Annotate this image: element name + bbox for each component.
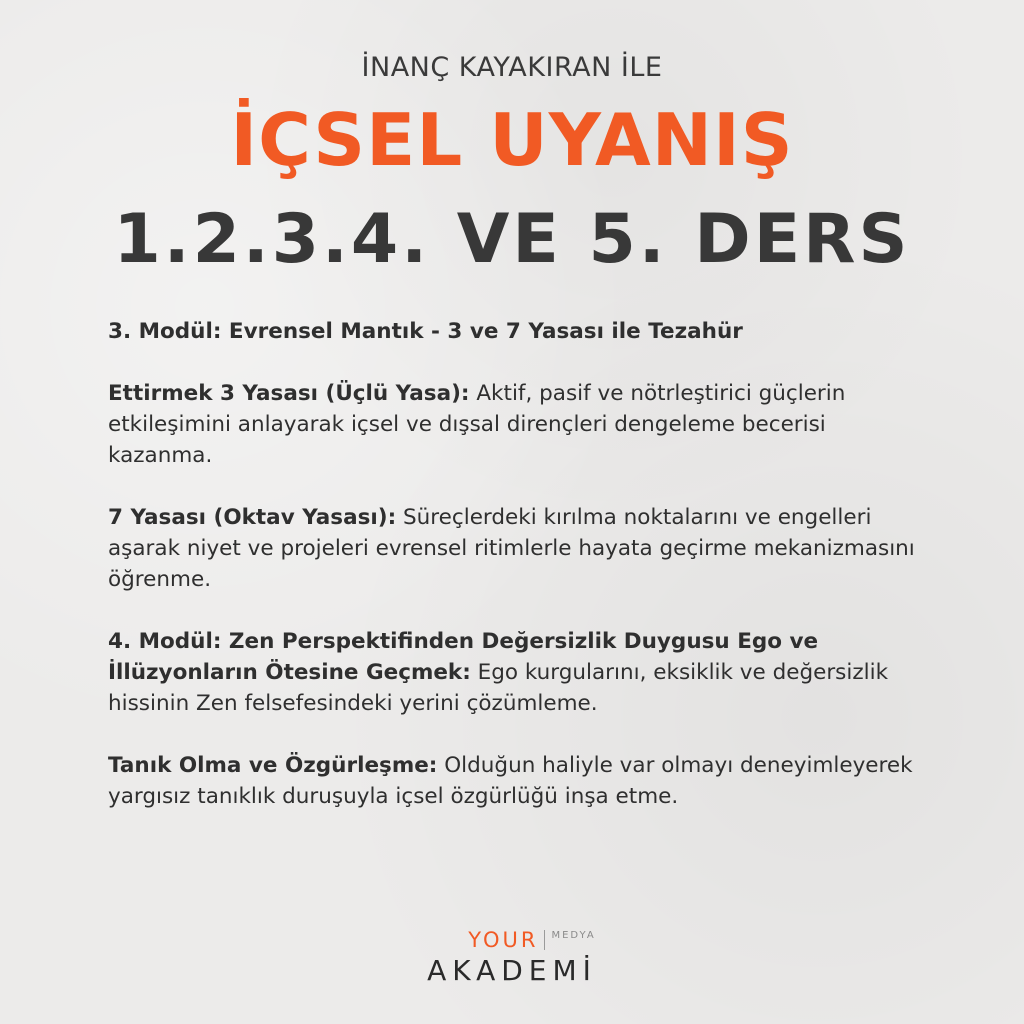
brand-logo: [0, 928, 1024, 987]
section-text: Ego kurgularını, eksiklik ve değersizlik hissinin Zen felsefesindeki yerini çözümleme.: [108, 660, 889, 716]
logo-top-row: [468, 928, 595, 952]
logo-your-text: YOUR: [468, 928, 539, 952]
section-heading: 7 Yasası (Oktav Yasası):: [108, 505, 397, 530]
section-law-of-three: [108, 378, 928, 471]
logo-medya-text: MEDYA: [551, 930, 596, 941]
header-title: İÇSEL UYANIŞ: [230, 98, 794, 182]
content-body: [108, 316, 928, 843]
section-heading: 4. Modül: Zen Perspektifinden Değersizlik Duygusu Ego ve İllüzyonların Ötesine Geçmek:: [108, 629, 819, 685]
header-subtitle: İNANÇ KAYAKIRAN İLE: [361, 52, 663, 83]
section-text: Süreçlerdeki kırılma noktalarını ve engelleri aşarak niyet ve projeleri evrensel ritimlerle hayata geçirme mekanizmasını öğrenme.: [108, 505, 915, 592]
logo-divider: [544, 930, 545, 950]
header-lessons: 1.2.3.4. VE 5. DERS: [113, 200, 911, 279]
section-heading: Ettirmek 3 Yasası (Üçlü Yasa):: [108, 381, 470, 406]
section-witnessing: [108, 750, 928, 812]
section-module-3: [108, 316, 928, 347]
section-text: Aktif, pasif ve nötrleştirici güçlerin etkileşimini anlayarak içsel ve dışsal dirençleri dengeleme becerisi kazanma.: [108, 381, 846, 468]
section-heading: Tanık Olma ve Özgürleşme:: [108, 753, 438, 778]
section-module-4: [108, 626, 928, 719]
section-law-of-seven: [108, 502, 928, 595]
logo-akademi-text: AKADEMİ: [427, 954, 597, 987]
section-text: Olduğun haliyle var olmayı deneyimleyerek yargısız tanıklık duruşuyla içsel özgürlüğü inşa etme.: [108, 753, 913, 809]
section-heading: 3. Modül: Evrensel Mantık - 3 ve 7 Yasası ile Tezahür: [108, 319, 743, 344]
